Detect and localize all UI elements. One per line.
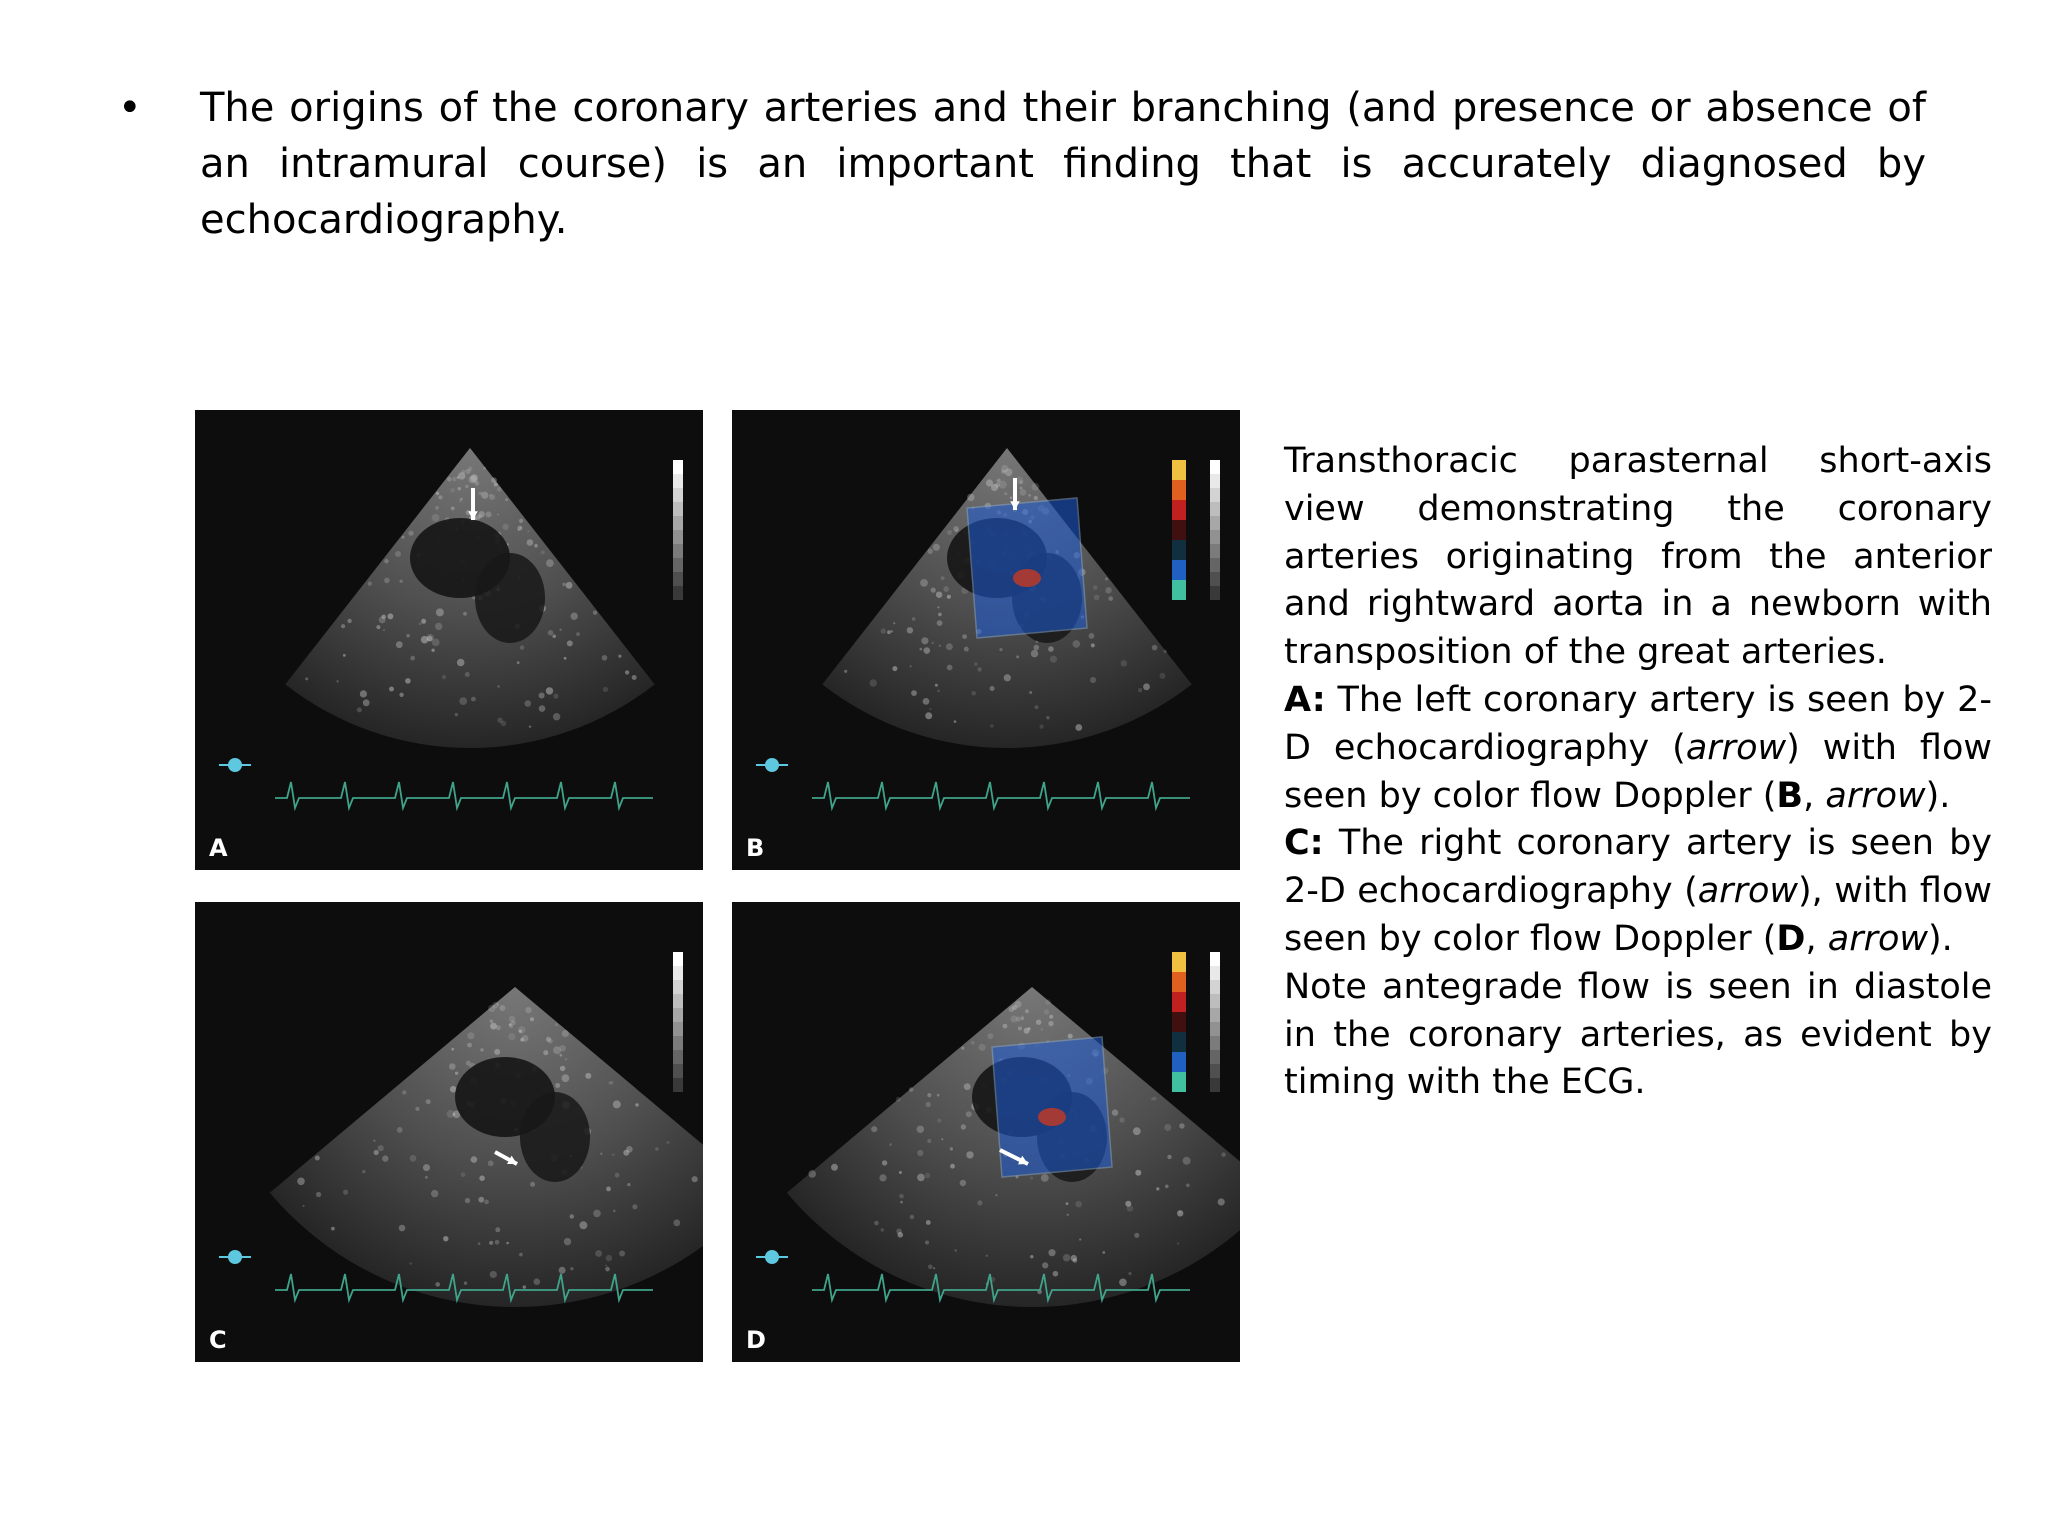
echo-panel-b — [732, 410, 1240, 870]
caption-panel-a: A: The left coronary artery is seen by 2-D echocardiography (arrow) with flow seen by color flow Doppler (B, arrow). — [1284, 679, 1992, 816]
probe-orientation-icon — [756, 758, 788, 772]
echo-image-d — [732, 902, 1240, 1362]
echo-panel-c — [195, 902, 703, 1362]
caption-intro: Transthoracic parasternal short-axis view demonstrating the coronary arteries originating from the anterior and rightward aorta in a newborn with transposition of the great arteries. — [1284, 441, 1992, 673]
echo-image-c — [195, 902, 703, 1362]
doppler-flow-jet — [1038, 1108, 1066, 1126]
panel-label-b: B — [746, 834, 765, 862]
ecg-trace — [275, 782, 653, 808]
doppler-flow-jet — [1013, 569, 1041, 587]
doppler-color-scale — [1172, 460, 1186, 600]
ultrasound-sector — [285, 448, 654, 748]
probe-orientation-icon — [756, 1250, 788, 1264]
panel-label-c: C — [209, 1326, 227, 1354]
grayscale-bar — [673, 460, 683, 600]
caption-panel-c: C: The right coronary artery is seen by 2-D echocardiography (arrow), with flow seen by color flow Doppler (D, arrow). — [1284, 823, 1992, 959]
probe-orientation-icon — [219, 1250, 251, 1264]
ultrasound-sector — [270, 987, 703, 1307]
caption-a-label: A: — [1284, 679, 1326, 720]
echo-panel-a — [195, 410, 703, 870]
figure-caption — [1284, 438, 1992, 1107]
echo-image-b — [732, 410, 1240, 870]
grayscale-bar — [1210, 952, 1220, 1092]
echo-image-a — [195, 410, 703, 870]
grayscale-bar — [1210, 460, 1220, 600]
cardiac-chamber — [475, 553, 545, 643]
grayscale-bar — [673, 952, 683, 1092]
echo-figure — [195, 410, 1240, 1362]
bullet-text: The origins of the coronary arteries and their branching (and presence or absence of an intramural course) is an important finding that is accurately diagnosed by echocardiography. — [200, 85, 1926, 243]
caption-c-label: C: — [1284, 823, 1324, 864]
probe-orientation-icon — [219, 758, 251, 772]
doppler-color-box — [967, 498, 1087, 638]
bullet-dot-icon: • — [118, 85, 142, 131]
echo-panel-d — [732, 902, 1240, 1362]
caption-note: Note antegrade flow is seen in diastole in the coronary arteries, as evident by timing with the ECG. — [1284, 966, 1992, 1103]
panel-label-a: A — [209, 834, 228, 862]
cardiac-chamber — [520, 1092, 590, 1182]
panel-label-d: D — [746, 1326, 766, 1354]
doppler-color-scale — [1172, 952, 1186, 1092]
ecg-trace — [812, 782, 1190, 808]
